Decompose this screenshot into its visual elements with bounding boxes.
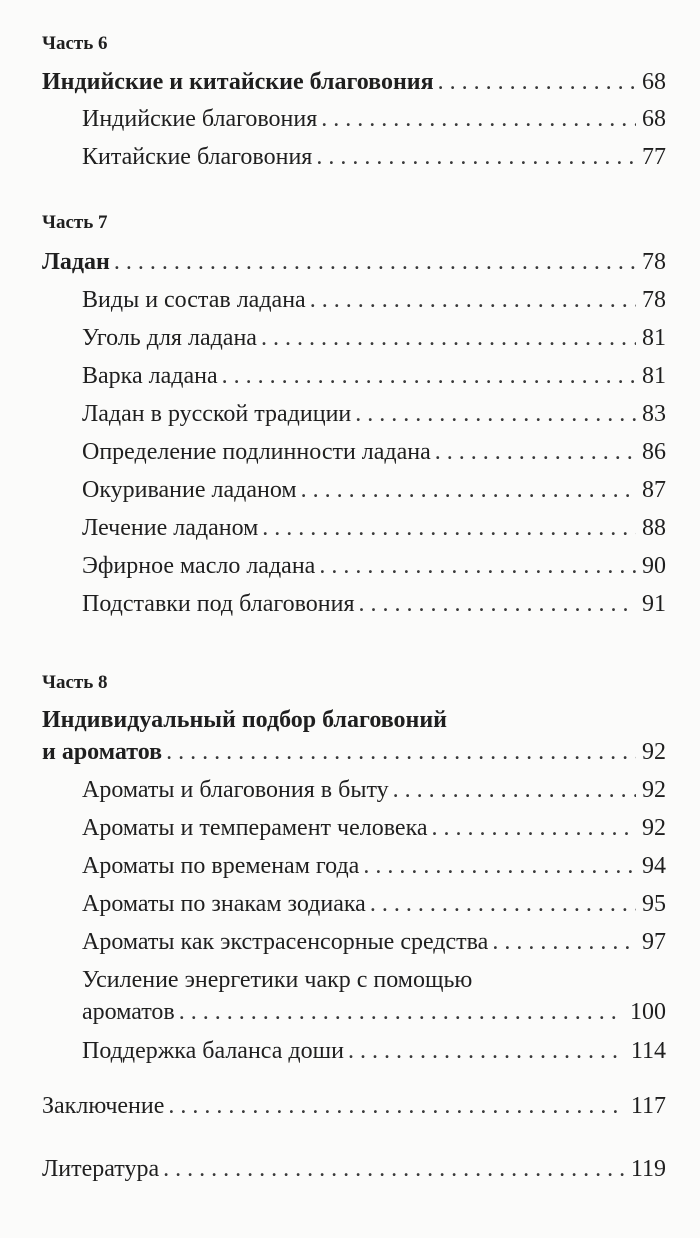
toc-chapter-part8[interactable] xyxy=(42,740,666,764)
part-8-label: Часть 8 xyxy=(42,672,108,693)
page-number: 90 xyxy=(642,553,666,579)
page-number: 92 xyxy=(642,777,666,803)
entry-title: Виды и состав ладана xyxy=(82,287,306,313)
toc-bibliography[interactable] xyxy=(42,1157,666,1181)
dot-leader xyxy=(432,816,636,840)
part-6-label: Часть 6 xyxy=(42,33,108,54)
entry-title: Ароматы как экстрасенсорные средства xyxy=(82,929,489,955)
toc-entry[interactable] xyxy=(82,930,666,954)
entry-title: Ароматы по временам года xyxy=(82,853,360,879)
dot-leader xyxy=(348,1039,625,1063)
entry-title-line2: ароматов xyxy=(82,999,175,1025)
dot-leader xyxy=(163,1157,625,1181)
toc-chapter-part7[interactable] xyxy=(42,250,666,274)
entry-title: Варка ладана xyxy=(82,363,218,389)
page-number: 78 xyxy=(642,287,666,313)
entry-title: Эфирное масло ладана xyxy=(82,553,316,579)
dot-leader xyxy=(114,250,636,274)
toc-entry[interactable] xyxy=(82,892,666,916)
toc-entry[interactable] xyxy=(82,592,666,616)
page-number: 94 xyxy=(642,853,666,879)
toc-entry[interactable] xyxy=(82,288,666,312)
dot-leader xyxy=(179,1000,624,1024)
entry-title: Китайские благовония xyxy=(82,144,313,170)
page-number: 81 xyxy=(642,363,666,389)
entry-title-line1[interactable]: Усиление энергетики чакр с помощью xyxy=(82,967,473,993)
chapter-title: Индийские и китайские благовония xyxy=(42,69,434,95)
dot-leader xyxy=(321,107,636,131)
page-number: 77 xyxy=(642,144,666,170)
toc-entry[interactable] xyxy=(82,816,666,840)
dot-leader xyxy=(492,930,636,954)
entry-title: Подставки под благовония xyxy=(82,591,355,617)
entry-title: Ладан в русской традиции xyxy=(82,401,352,427)
page-number: 68 xyxy=(642,69,666,95)
toc-entry[interactable] xyxy=(82,478,666,502)
toc-entry[interactable] xyxy=(82,364,666,388)
entry-title: Ароматы и благовония в быту xyxy=(82,777,389,803)
chapter-title: Ладан xyxy=(42,249,110,275)
toc-entry[interactable] xyxy=(82,1000,666,1024)
entry-title: Ароматы и темперамент человека xyxy=(82,815,428,841)
toc-entry[interactable] xyxy=(82,778,666,802)
dot-leader xyxy=(310,288,636,312)
toc-entry[interactable] xyxy=(82,854,666,878)
dot-leader xyxy=(222,364,636,388)
page-number: 114 xyxy=(630,1038,666,1064)
entry-title: Уголь для ладана xyxy=(82,325,257,351)
entry-title: Ароматы по знакам зодиака xyxy=(82,891,366,917)
entry-title: Индийские благовония xyxy=(82,106,318,132)
entry-title: Окуривание ладаном xyxy=(82,477,297,503)
toc-entry[interactable] xyxy=(82,1039,666,1063)
toc-entry[interactable] xyxy=(82,145,666,169)
dot-leader xyxy=(393,778,636,802)
dot-leader xyxy=(359,592,636,616)
page-number: 119 xyxy=(630,1156,666,1182)
page-number: 91 xyxy=(642,591,666,617)
chapter-title-line1[interactable]: Индивидуальный подбор благовоний xyxy=(42,707,447,733)
dot-leader xyxy=(316,145,636,169)
dot-leader xyxy=(355,402,636,426)
dot-leader xyxy=(261,326,636,350)
dot-leader xyxy=(262,516,636,540)
entry-title: Поддержка баланса доши xyxy=(82,1038,344,1064)
page-number: 81 xyxy=(642,325,666,351)
entry-title: Литература xyxy=(42,1156,160,1182)
toc-entry[interactable] xyxy=(82,326,666,350)
page-number: 117 xyxy=(630,1093,666,1119)
dot-leader xyxy=(435,440,636,464)
entry-title: Заключение xyxy=(42,1093,165,1119)
page-number: 83 xyxy=(642,401,666,427)
dot-leader xyxy=(370,892,636,916)
page-number: 87 xyxy=(642,477,666,503)
page-number: 86 xyxy=(642,439,666,465)
dot-leader xyxy=(301,478,636,502)
dot-leader xyxy=(363,854,636,878)
entry-title: Лечение ладаном xyxy=(82,515,259,541)
page-number: 100 xyxy=(630,999,666,1025)
part-7-label: Часть 7 xyxy=(42,212,108,233)
page-number: 97 xyxy=(642,929,666,955)
page-number: 92 xyxy=(642,815,666,841)
dot-leader xyxy=(438,70,636,94)
toc-chapter-part6[interactable] xyxy=(42,70,666,94)
page-number: 68 xyxy=(642,106,666,132)
entry-title: Определение подлинности ладана xyxy=(82,439,431,465)
page-number: 88 xyxy=(642,515,666,541)
toc-entry[interactable] xyxy=(82,554,666,578)
toc-conclusion[interactable] xyxy=(42,1094,666,1118)
page-number: 92 xyxy=(642,739,666,765)
toc-entry[interactable] xyxy=(82,440,666,464)
dot-leader xyxy=(168,1094,625,1118)
toc-entry[interactable] xyxy=(82,107,666,131)
toc-entry[interactable] xyxy=(82,516,666,540)
toc-entry[interactable] xyxy=(82,402,666,426)
page-number: 78 xyxy=(642,249,666,275)
chapter-title-line2: и ароматов xyxy=(42,739,163,765)
page-number: 95 xyxy=(642,891,666,917)
dot-leader xyxy=(319,554,636,578)
dot-leader xyxy=(166,740,636,764)
